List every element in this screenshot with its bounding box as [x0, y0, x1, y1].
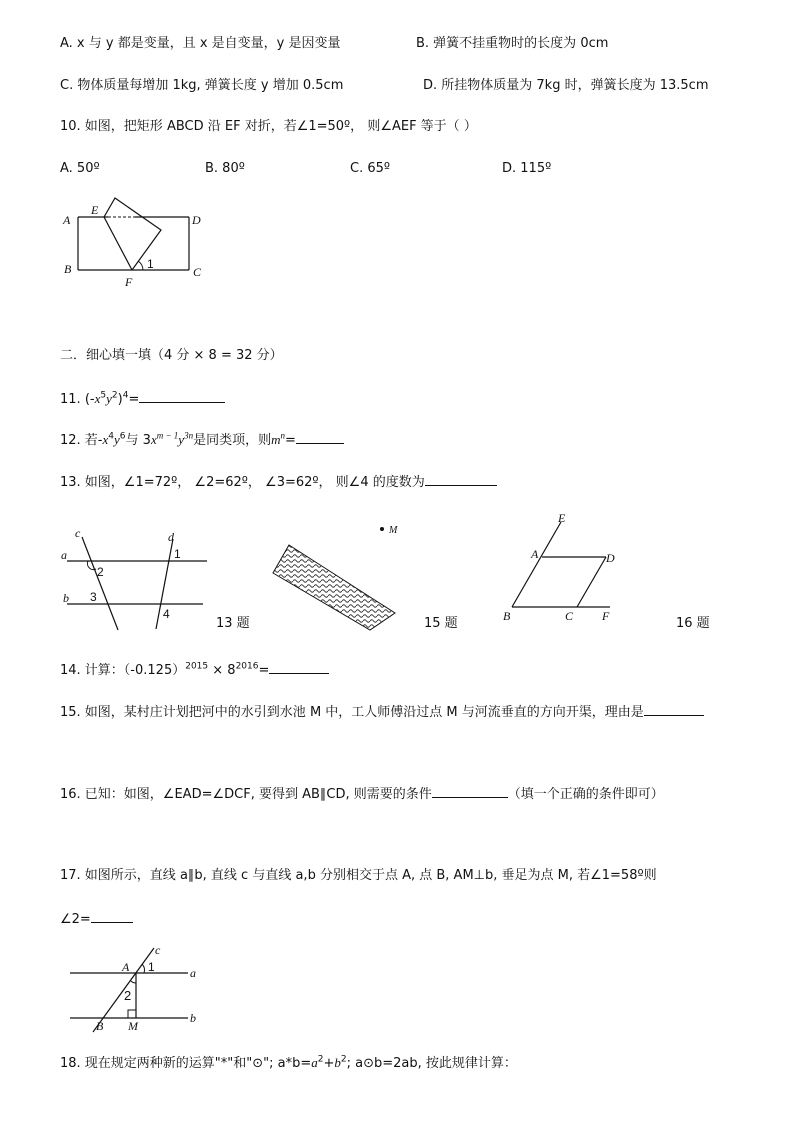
- f13-label-c: c: [75, 526, 81, 540]
- q10-option-d: D. 115º: [502, 161, 552, 176]
- f13-angle-2: 2: [97, 565, 104, 579]
- q11-answer-blank[interactable]: [139, 390, 225, 403]
- f13-label-d: d: [168, 530, 174, 544]
- q10-label-c: C: [193, 265, 202, 279]
- f13-angle-4: 4: [163, 607, 170, 621]
- q9-option-d: D. 所挂物体质量为 7kg 时，弹簧长度为 13.5cm: [423, 78, 709, 93]
- q16-parallelogram-figure: [498, 510, 618, 625]
- q17-parallel-lines-figure: [60, 940, 210, 1035]
- q9-option-c: C. 物体质量每增加 1kg, 弹簧长度 y 增加 0.5cm: [60, 78, 344, 93]
- f17-label-c: c: [155, 943, 161, 957]
- q10-label-a: A: [63, 213, 71, 227]
- q17-answer-blank[interactable]: [91, 910, 133, 923]
- section-2-heading: 二．细心填一填（4 分 × 8 = 32 分）: [60, 348, 283, 363]
- f16-label-a: A: [531, 547, 539, 561]
- figure-13-label: 13 题: [216, 616, 250, 631]
- q15-river-pond-figure: [265, 518, 415, 638]
- q10-rectangle-fold-figure: [55, 190, 215, 290]
- pond-m-point: [380, 527, 384, 531]
- f16-label-f: F: [602, 609, 610, 623]
- q13-parallel-lines-figure: [55, 525, 215, 635]
- q10-angle-1: 1: [147, 257, 154, 271]
- q13: 13. 如图，∠1=72º， ∠2=62º， ∠3=62º， 则∠4 的度数为: [60, 473, 497, 491]
- q16-answer-blank[interactable]: [432, 785, 508, 798]
- q12-answer-blank[interactable]: [296, 431, 344, 444]
- f13-label-a: a: [61, 548, 67, 562]
- q10-option-a: A. 50º: [60, 161, 100, 176]
- q10-label-d: D: [192, 213, 201, 227]
- q17-line-1: 17. 如图所示，直线 a∥b, 直线 c 与直线 a,b 分别相交于点 A, 点 B, AM⊥b, 垂足为点 M, 若∠1=58º则: [60, 868, 657, 883]
- f17-label-m: M: [128, 1019, 138, 1033]
- q15-answer-blank[interactable]: [644, 703, 704, 716]
- q14: 14. 计算：$(-0.125)^{2015} \times 8^{2016}=$: [60, 661, 329, 679]
- q12: 12. 若$-x^4y^6$与 $3x^{m - 1}y^{3n}$是同类项，则$m^n=$: [60, 431, 344, 449]
- q14-answer-blank[interactable]: [269, 661, 329, 674]
- f15-label-m: M: [389, 525, 398, 536]
- q9-option-b: B. 弹簧不挂重物时的长度为 0cm: [416, 36, 609, 51]
- f17-label-a-point: A: [122, 960, 130, 974]
- q10-label-f: F: [125, 275, 133, 289]
- f17-angle-1: 1: [148, 960, 155, 974]
- q10-stem: 10. 如图，把矩形 ABCD 沿 EF 对折，若∠1=50º， 则∠AEF 等于（ ）: [60, 119, 477, 134]
- f16-label-d: D: [606, 551, 615, 565]
- q10-option-b: B. 80º: [205, 161, 245, 176]
- q15: 15. 如图，某村庄计划把河中的水引到水池 M 中，工人师傅沿过点 M 与河流垂直的方向开渠，理由是: [60, 703, 704, 721]
- f16-label-b: B: [503, 609, 511, 623]
- f17-angle-2: 2: [124, 988, 132, 1003]
- figure-16-label: 16 题: [676, 616, 710, 631]
- q9-option-a: A. x 与 y 都是变量，且 x 是自变量，y 是因变量: [60, 36, 341, 51]
- f17-label-a-line: a: [190, 966, 196, 980]
- q10-label-b: B: [64, 262, 72, 276]
- q10-option-c: C. 65º: [350, 161, 391, 176]
- q13-answer-blank[interactable]: [425, 473, 497, 486]
- f17-label-b-point: B: [96, 1019, 104, 1033]
- figure-15-label: 15 题: [424, 616, 458, 631]
- q11: 11. $(-x^5y^2)^4=$: [60, 390, 225, 408]
- f13-angle-1: 1: [174, 547, 181, 561]
- f16-label-c: C: [565, 609, 574, 623]
- f17-label-b-line: b: [190, 1011, 196, 1025]
- q17-line-2: ∠2=: [60, 910, 133, 928]
- q18: 18. 现在规定两种新的运算"*"和"⊙"; $a*b=a^2+b^2$; a⊙b=2ab, 按此规律计算：: [60, 1054, 517, 1071]
- q10-label-e: E: [91, 203, 99, 217]
- f16-label-e: E: [558, 511, 566, 525]
- f13-label-b: b: [63, 591, 69, 605]
- q16: 16. 已知：如图，∠EAD=∠DCF, 要得到 AB∥CD, 则需要的条件 （填一个正确的条件即可）: [60, 787, 664, 802]
- f13-angle-3: 3: [90, 590, 97, 604]
